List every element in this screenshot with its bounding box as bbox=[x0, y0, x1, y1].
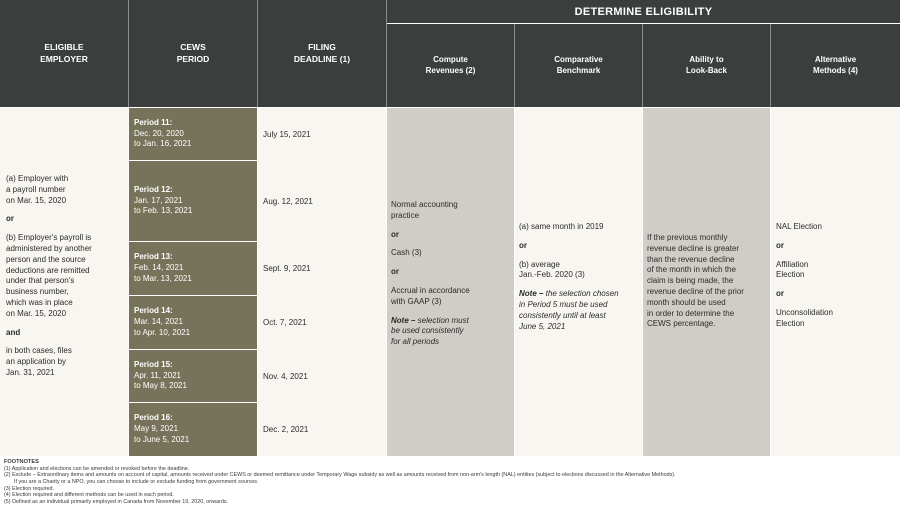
period-start: Mar. 14, 2021 bbox=[134, 317, 183, 327]
header-divider bbox=[257, 0, 258, 107]
period-end: to Feb. 13, 2021 bbox=[134, 206, 193, 216]
alternative-unconsolidation-line1: Unconsolidation bbox=[776, 307, 833, 317]
period-start: Apr. 11, 2021 bbox=[134, 370, 181, 380]
benchmark-note-line4: June 5, 2021 bbox=[519, 321, 566, 331]
period-start: Dec. 20, 2020 bbox=[134, 128, 184, 138]
compute-normal-line2: practice bbox=[391, 210, 420, 220]
eligible-c-line2: an application by bbox=[6, 357, 67, 367]
benchmark-note-line2: in Period 5 must be used bbox=[519, 299, 608, 309]
footnotes bbox=[4, 459, 676, 505]
compute-accrual-line1: Accrual in accordance bbox=[391, 285, 470, 295]
period-cell bbox=[129, 296, 257, 349]
benchmark-b-line2: Jan.-Feb. 2020 (3) bbox=[519, 270, 585, 280]
benchmark-note-text1: the selection chosen bbox=[543, 289, 619, 299]
benchmark-a: (a) same month in 2019 bbox=[519, 222, 604, 231]
period-end: to Apr. 10, 2021 bbox=[134, 327, 191, 337]
compute-cash: Cash (3) bbox=[391, 248, 422, 258]
period-name: Period 14: bbox=[134, 306, 173, 316]
eligible-employer-text bbox=[6, 174, 126, 379]
filing-deadline: Oct. 7, 2021 bbox=[263, 318, 307, 327]
period-name: Period 13: bbox=[134, 252, 173, 262]
benchmark-text bbox=[519, 222, 641, 332]
alternative-or2: or bbox=[776, 289, 784, 299]
period-name: Period 15: bbox=[134, 359, 173, 369]
eligible-c-line3: Jan. 31, 2021 bbox=[6, 367, 55, 377]
header-divider bbox=[642, 24, 643, 107]
benchmark-note-label: Note – bbox=[519, 289, 544, 299]
filing-deadline: July 15, 2021 bbox=[263, 129, 311, 139]
eligible-b-line2: administered by another bbox=[6, 243, 92, 253]
header-divider bbox=[386, 0, 387, 107]
eligible-c-line1: in both cases, files bbox=[6, 346, 72, 356]
header-alternative-methods bbox=[771, 24, 900, 107]
header-eligible-line2: EMPLOYER bbox=[40, 53, 88, 64]
period-cell bbox=[129, 350, 257, 402]
header-lookback-line2: Look-Back bbox=[686, 65, 727, 75]
lookback-line4: of the month in which the bbox=[647, 265, 736, 275]
eligible-b-line7: which was in place bbox=[6, 297, 73, 307]
header-alt-line1: Alternative bbox=[814, 55, 857, 65]
footnote-3: (3) Election required. bbox=[4, 485, 55, 492]
header-compute-line1: Compute bbox=[433, 55, 468, 65]
filing-deadline: Dec. 2, 2021 bbox=[263, 425, 309, 434]
header-ability-to-look-back bbox=[643, 24, 770, 107]
filing-deadline: Aug. 12, 2021 bbox=[263, 196, 313, 206]
header-compute-revenues bbox=[387, 24, 514, 107]
lookback-line9: CEWS percentage. bbox=[647, 319, 716, 329]
period-start: Feb. 14, 2021 bbox=[134, 263, 184, 273]
period-name: Period 11: bbox=[134, 117, 173, 127]
footnote-5: (5) Defined as an individual primarily employed in Canada from November 19, 2020, onwards. bbox=[4, 498, 229, 505]
period-end: to Mar. 13, 2021 bbox=[134, 273, 192, 283]
benchmark-note-line3: consistently until at least bbox=[519, 310, 606, 320]
header-determine-eligibility: DETERMINE ELIGIBILITY bbox=[387, 0, 900, 23]
eligible-b-line4: deductions are remitted bbox=[6, 265, 90, 275]
period-cell bbox=[129, 108, 257, 160]
footnote-1: (1) Application and elections can be amended or revoked before the deadline. bbox=[4, 465, 190, 472]
alternative-text bbox=[776, 222, 896, 330]
lookback-line2: revenue decline is greater bbox=[647, 243, 740, 253]
period-start: Jan. 17, 2021 bbox=[134, 195, 183, 205]
header-divider bbox=[128, 0, 129, 107]
header-benchmark-line1: Comparative bbox=[554, 55, 603, 65]
period-cell bbox=[129, 161, 257, 241]
header-eligible-employer bbox=[0, 0, 128, 107]
header-cews-line1: CEWS bbox=[180, 42, 206, 53]
period-end: to May 8, 2021 bbox=[134, 381, 187, 391]
eligible-a-line1: (a) Employer with bbox=[6, 174, 69, 183]
eligible-and: and bbox=[6, 327, 21, 337]
footnote-4: (4) Election required and different methods can be used in each period. bbox=[4, 492, 174, 499]
period-cell bbox=[129, 242, 257, 295]
footnote-2: (2) Exclude – Extraordinary items and amounts on account of capital, amounts received under CEWS or deemed remittance under Temporary Wage subsidy as well as amounts received from non-arm's length (NAL) entities (subject to elections discussed in the Alternative Methods). bbox=[4, 472, 676, 479]
compute-or1: or bbox=[391, 229, 399, 239]
compute-or2: or bbox=[391, 267, 399, 277]
benchmark-or: or bbox=[519, 240, 527, 250]
header-divider bbox=[770, 24, 771, 107]
period-start: May 9, 2021 bbox=[134, 424, 179, 434]
eligible-a-line3: on Mar. 15, 2020 bbox=[6, 195, 67, 205]
compute-note-line1 bbox=[391, 316, 511, 327]
period-name: Period 16: bbox=[134, 413, 173, 423]
footnotes-title: FOOTNOTES bbox=[4, 459, 39, 465]
footnote-2b: If you are a Charity or a NPO, you can choose to include or exclude funding from government sources. bbox=[14, 479, 259, 485]
eligible-or: or bbox=[6, 214, 14, 224]
header-comparative-benchmark bbox=[515, 24, 642, 107]
header-benchmark-line2: Benchmark bbox=[556, 65, 601, 75]
compute-note-line3: for all periods bbox=[391, 337, 440, 347]
header-divider bbox=[514, 24, 515, 107]
alternative-affiliation-line1: Affiliation bbox=[776, 259, 809, 269]
compute-note-text1: selection must bbox=[415, 315, 469, 325]
alternative-nal: NAL Election bbox=[776, 222, 822, 231]
header-alt-line2: Methods (4) bbox=[813, 65, 858, 75]
header-lookback-line1: Ability to bbox=[689, 55, 724, 65]
lookback-line8: in order to determine the bbox=[647, 308, 735, 318]
header-compute-line2: Revenues (2) bbox=[425, 65, 476, 75]
benchmark-b-line1: (b) average bbox=[519, 259, 560, 269]
eligible-b-line1: (b) Employer's payroll is bbox=[6, 233, 92, 243]
period-cell bbox=[129, 403, 257, 456]
header-filing-deadline bbox=[258, 0, 386, 107]
alternative-affiliation-line2: Election bbox=[776, 270, 805, 280]
compute-note-line2: be used consistently bbox=[391, 326, 464, 336]
compute-note-label: Note – bbox=[391, 315, 416, 325]
period-end: to Jan. 16, 2021 bbox=[134, 139, 192, 149]
lookback-line5: claim is being made, the bbox=[647, 276, 734, 286]
period-end: to June 5, 2021 bbox=[134, 434, 190, 444]
eligible-b-line5: under that person's bbox=[6, 276, 75, 286]
header-cews-line2: PERIOD bbox=[176, 53, 210, 64]
header-filing-line1: FILING bbox=[308, 42, 336, 53]
eligible-b-line3: person and the source bbox=[6, 254, 86, 264]
period-name: Period 12: bbox=[134, 184, 173, 194]
lookback-line6: revenue decline of the prior bbox=[647, 286, 744, 296]
alternative-or1: or bbox=[776, 240, 784, 250]
eligible-b-line6: business number, bbox=[6, 287, 69, 297]
eligible-b-line8: on Mar. 15, 2020 bbox=[6, 308, 67, 318]
header-eligible-line1: ELIGIBLE bbox=[44, 42, 84, 53]
compute-accrual-line2: with GAAP (3) bbox=[391, 296, 442, 306]
compute-revenues-text bbox=[391, 200, 511, 348]
alternative-unconsolidation-line2: Election bbox=[776, 318, 805, 328]
lookback-line1: If the previous monthly bbox=[647, 233, 728, 242]
filing-deadline: Sept. 9, 2021 bbox=[263, 264, 311, 273]
filing-deadline: Nov. 4, 2021 bbox=[263, 371, 308, 381]
lookback-line3: than the revenue decline bbox=[647, 254, 735, 264]
benchmark-note-line1 bbox=[519, 289, 641, 300]
lookback-line7: month should be used bbox=[647, 297, 726, 307]
eligible-a-line2: a payroll number bbox=[6, 184, 66, 194]
header-cews-period bbox=[129, 0, 257, 107]
header-filing-line2: DEADLINE (1) bbox=[293, 53, 351, 64]
compute-normal-line1: Normal accounting bbox=[391, 200, 458, 209]
lookback-text bbox=[647, 233, 769, 330]
